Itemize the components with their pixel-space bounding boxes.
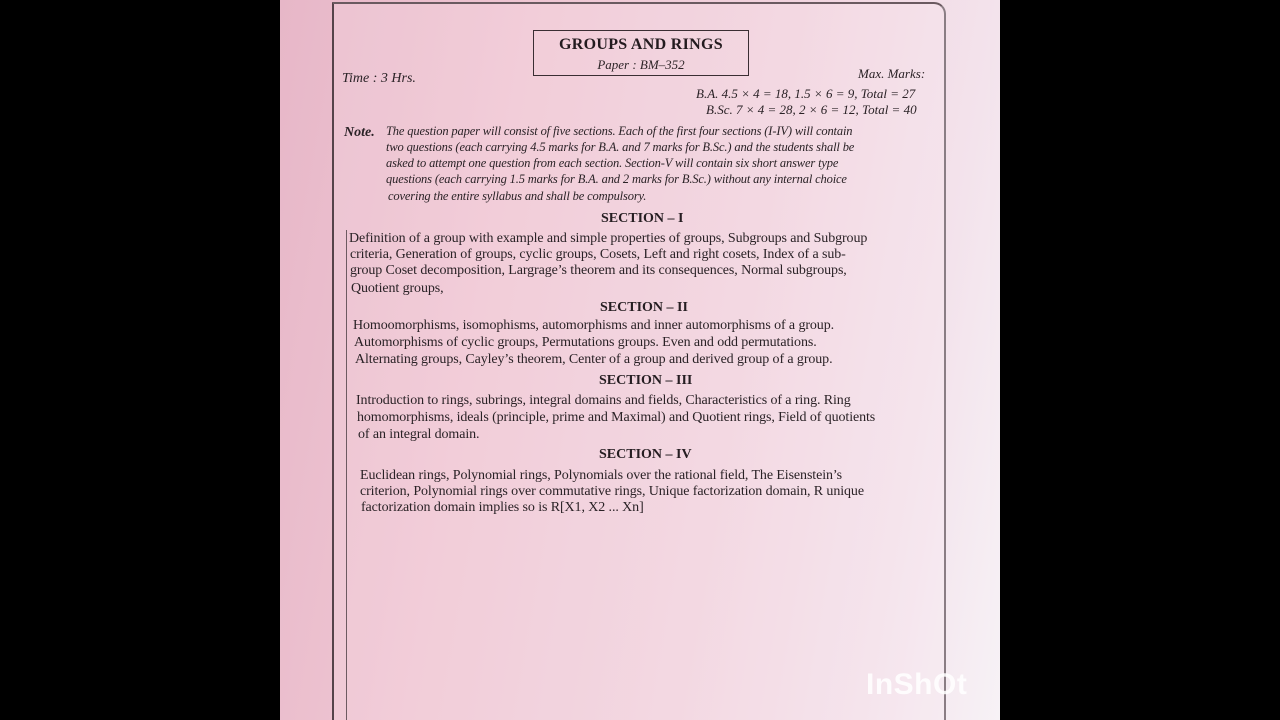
- time-label: Time : 3 Hrs.: [342, 71, 416, 86]
- section-text-line: of an integral domain.: [358, 427, 480, 442]
- note-line: questions (each carrying 1.5 marks for B.A. and 2 marks for B.Sc.) without any internal choice: [386, 172, 847, 186]
- section-text-line: Definition of a group with example and simple properties of groups, Subgroups and Subgroup: [349, 231, 868, 246]
- section-text-line: factorization domain implies so is R[X1, X2 ... Xn]: [361, 500, 644, 515]
- note-line: The question paper will consist of five sections. Each of the first four sections (I-IV) will contain: [386, 124, 853, 138]
- document-photo: [280, 0, 1000, 720]
- section-heading: SECTION – I: [601, 211, 684, 226]
- ba-marks: B.A. 4.5 × 4 = 18, 1.5 × 6 = 9, Total = 27: [696, 86, 916, 101]
- note-label: Note.: [344, 125, 375, 140]
- section-text-line: Introduction to rings, subrings, integral domains and fields, Characteristics of a ring. Ring: [356, 393, 851, 408]
- note-line: asked to attempt one question from each section. Section-V will contain six short answer type: [386, 156, 839, 170]
- max-marks-label: Max. Marks:: [858, 66, 926, 81]
- title-box: [533, 30, 749, 76]
- section-text-line: Euclidean rings, Polynomial rings, Polynomials over the rational field, The Eisenstein’s: [360, 468, 843, 483]
- note-line: covering the entire syllabus and shall be compulsory.: [388, 189, 647, 203]
- section-heading: SECTION – II: [600, 300, 688, 315]
- section-heading: SECTION – IV: [599, 447, 692, 462]
- section-text-line: Alternating groups, Cayley’s theorem, Center of a group and derived group of a group.: [355, 352, 833, 367]
- margin-line: [346, 230, 347, 720]
- section-text-line: Quotient groups,: [351, 281, 444, 296]
- section-text-line: homomorphisms, ideals (principle, prime and Maximal) and Quotient rings, Field of quotients: [357, 410, 876, 425]
- bsc-marks: B.Sc. 7 × 4 = 28, 2 × 6 = 12, Total = 40: [706, 102, 917, 117]
- section-text-line: Homoomorphisms, isomophisms, automorphisms and inner automorphisms of a group.: [353, 318, 835, 333]
- note-line: two questions (each carrying 4.5 marks for B.A. and 7 marks for B.Sc.) and the students shall be: [386, 140, 855, 154]
- paper-code: Paper : BM–352: [597, 57, 685, 72]
- section-text-line: criteria, Generation of groups, cyclic groups, Cosets, Left and right cosets, Index of a sub-: [350, 247, 846, 262]
- inshot-watermark: InShOt: [866, 668, 968, 701]
- section-text-line: Automorphisms of cyclic groups, Permutations groups. Even and odd permutations.: [354, 335, 817, 350]
- section-text-line: group Coset decomposition, Largrage’s theorem and its consequences, Normal subgroups,: [350, 263, 847, 278]
- section-text-line: criterion, Polynomial rings over commutative rings, Unique factorization domain, R unique: [360, 484, 864, 499]
- section-heading: SECTION – III: [599, 373, 693, 388]
- page-title: GROUPS AND RINGS: [559, 36, 723, 53]
